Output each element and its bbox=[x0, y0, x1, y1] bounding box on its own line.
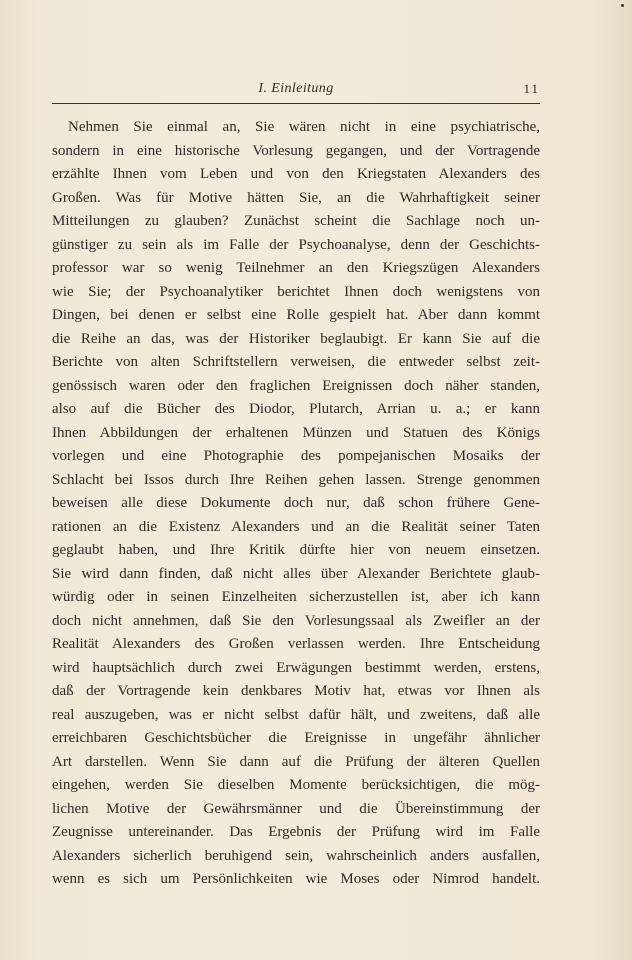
text-line: Dingen, bei denen er selbst eine Rolle gespielt hat. Aber dann kommt bbox=[52, 307, 540, 323]
ink-spot bbox=[621, 4, 624, 7]
text-line: wie Sie; der Psychoanalytiker berichtet Ihnen doch wenigstens von bbox=[52, 283, 540, 300]
text-line: Ihnen Abbildungen der erhaltenen Münzen und Statuen des Königs bbox=[52, 424, 540, 441]
text-line: würdig oder in seinen Einzelheiten sicherzustellen ist, aber ich kann bbox=[52, 589, 540, 605]
text-line: erzählte Ihnen vom Leben und von den Kriegstaten Alexanders des bbox=[52, 166, 540, 182]
text-line: die Reihe an das, was der Historiker beglaubigt. Er kann Sie auf die bbox=[52, 330, 540, 347]
text-line: sondern in eine historische Vorlesung gegangen, und der Vortragende bbox=[52, 142, 540, 159]
text-line: daß der Vortragende kein denkbares Motiv hat, etwas vor Ihnen als bbox=[52, 683, 540, 699]
text-line: Nehmen Sie einmal an, Sie wären nicht in eine psychiatrische, bbox=[68, 119, 540, 135]
text-line: Großen. Was für Motive hätten Sie, an die Wahrhaftigkeit seiner bbox=[52, 189, 540, 206]
text-line: wird hauptsächlich durch zwei Erwägungen bestimmt werden, erstens, bbox=[52, 659, 540, 676]
text-line: günstiger zu sein als im Falle der Psychoanalyse, denn der Geschichts- bbox=[52, 236, 540, 253]
text-line: Alexanders sicherlich beruhigend sein, wahrscheinlich anders ausfallen, bbox=[52, 847, 540, 864]
header-rule bbox=[52, 103, 540, 104]
text-line: real auszugeben, was er nicht selbst dafür hält, und zweitens, daß alle bbox=[52, 706, 540, 723]
text-line: erreichbaren Geschichtsbücher die Ereignisse in ungefähr ähnlicher bbox=[52, 730, 540, 746]
text-line: Schlacht bei Issos durch Ihre Reihen gehen lassen. Strenge genommen bbox=[52, 471, 540, 488]
text-line: wenn es sich um Persönlichkeiten wie Moses oder Nimrod handelt. bbox=[52, 871, 540, 887]
text-line: eingehen, werden Sie dieselben Momente berücksichtigen, die mög- bbox=[52, 777, 540, 793]
text-line: Berichte von alten Schriftstellern verweisen, die entweder selbst zeit- bbox=[52, 354, 540, 370]
text-line: vorlegen und eine Photographie des pompejanischen Mosaiks der bbox=[52, 448, 540, 464]
text-line: genössisch waren oder den fraglichen Ereignissen doch näher standen, bbox=[52, 377, 540, 394]
text-line: beweisen alle diese Dokumente doch nur, daß schon frühere Gene- bbox=[52, 495, 540, 511]
text-line: also auf die Bücher des Diodor, Plutarch, Arrian u. a.; er kann bbox=[52, 401, 540, 417]
text-line: geglaubt haben, und Ihre Kritik dürfte hier von neuem einsetzen. bbox=[52, 542, 540, 558]
page-header bbox=[52, 78, 540, 100]
text-line: Sie wird dann finden, daß nicht alles über Alexander Berichtete glaub- bbox=[52, 565, 540, 582]
text-line: Art darstellen. Wenn Sie dann auf die Prüfung der älteren Quellen bbox=[52, 753, 540, 770]
text-line: lichen Motive der Gewährsmänner und die Übereinstimmung der bbox=[52, 800, 540, 817]
text-line: rationen an die Existenz Alexanders und an die Realität seiner Taten bbox=[52, 518, 540, 535]
text-line: Zeugnisse untereinander. Das Ergebnis der Prüfung wird im Falle bbox=[52, 824, 540, 840]
page-number: 11 bbox=[523, 81, 540, 96]
text-line: Realität Alexanders des Großen verlassen werden. Ihre Entscheidung bbox=[52, 636, 540, 652]
text-line: doch nicht annehmen, daß Sie den Vorlesungssaal als Zweifler an der bbox=[52, 612, 540, 629]
text-line: Mitteilungen zu glauben? Zunächst scheint die Sachlage noch un- bbox=[52, 213, 540, 229]
body-paragraph bbox=[52, 116, 540, 892]
text-line: professor war so wenig Teilnehmer an den Kriegszügen Alexanders bbox=[52, 260, 540, 276]
running-title: I. Einleitung bbox=[258, 81, 334, 96]
